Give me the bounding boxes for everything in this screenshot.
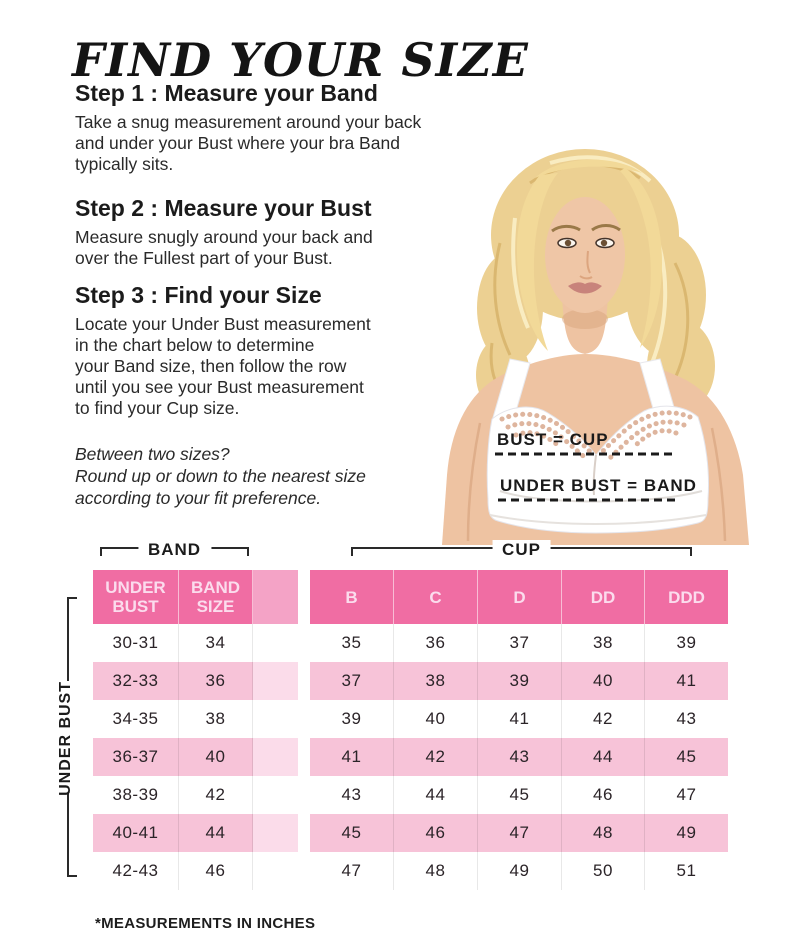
cell-under-bust: 34-35	[93, 700, 179, 738]
paragraph-line: typically sits.	[75, 154, 174, 174]
cell-band-size: 42	[179, 776, 253, 814]
model-illustration	[440, 123, 800, 545]
step2-paragraph	[75, 227, 373, 269]
note-line: Round up or down to the nearest size	[75, 466, 366, 486]
measurements-footnote: *MEASUREMENTS IN INCHES	[95, 915, 316, 932]
cell-band-size: 40	[179, 738, 253, 776]
header-cell-cup-d: D	[478, 570, 562, 624]
cell-gutter	[298, 776, 310, 814]
cell-cup-size: 43	[645, 700, 728, 738]
cell-cup-size: 46	[394, 814, 478, 852]
paragraph-line: in the chart below to determine	[75, 335, 315, 355]
step3-heading: Step 3 : Find your Size	[75, 282, 322, 308]
cell-gutter	[298, 852, 310, 890]
cell-gutter	[298, 700, 310, 738]
cell-cup-size: 42	[562, 700, 645, 738]
band-group-bracket	[100, 540, 249, 559]
cell-cup-size: 44	[394, 776, 478, 814]
header-cell-cup-ddd: DDD	[645, 570, 728, 624]
table-row	[93, 852, 728, 890]
cell-band-size: 34	[179, 624, 253, 662]
underbust-axis-label: UNDER BUST	[57, 681, 74, 796]
cell-cup-size: 43	[478, 738, 562, 776]
cell-under-bust: 36-37	[93, 738, 179, 776]
table-row	[93, 662, 728, 700]
cell-cup-size: 47	[478, 814, 562, 852]
paragraph-line: Measure snugly around your back and	[75, 227, 373, 247]
header-spacer	[253, 570, 298, 624]
cell-cup-size: 40	[394, 700, 478, 738]
note-line: according to your fit preference.	[75, 488, 322, 508]
cell-cup-size: 48	[394, 852, 478, 890]
cell-cup-size: 50	[562, 852, 645, 890]
cell-cup-size: 36	[394, 624, 478, 662]
cup-group-bracket	[351, 540, 692, 559]
bust-cup-label: BUST = CUP	[497, 430, 609, 449]
cell-cup-size: 41	[645, 662, 728, 700]
cell-cup-size: 45	[478, 776, 562, 814]
cell-cup-size: 39	[645, 624, 728, 662]
header-cell-cup-c: C	[394, 570, 478, 624]
band-group-label: BAND	[138, 540, 211, 560]
size-table-body	[93, 624, 728, 890]
cell-cup-size: 46	[562, 776, 645, 814]
header-cell-cup-b: B	[310, 570, 394, 624]
underbust-axis-bracket-top	[67, 597, 77, 681]
cell-spacer	[253, 700, 298, 738]
cell-cup-size: 37	[310, 662, 394, 700]
header-cell-band-size: BAND SIZE	[179, 570, 253, 624]
cell-cup-size: 47	[645, 776, 728, 814]
cell-spacer	[253, 852, 298, 890]
paragraph-line: until you see your Bust measurement	[75, 377, 364, 397]
step2-heading: Step 2 : Measure your Bust	[75, 195, 372, 221]
header-gutter	[298, 570, 310, 624]
cell-band-size: 38	[179, 700, 253, 738]
cell-band-size: 44	[179, 814, 253, 852]
table-row	[93, 814, 728, 852]
cell-under-bust: 38-39	[93, 776, 179, 814]
paragraph-line: your Band size, then follow the row	[75, 356, 347, 376]
cell-cup-size: 41	[310, 738, 394, 776]
cell-spacer	[253, 738, 298, 776]
cell-gutter	[298, 814, 310, 852]
fit-note	[75, 443, 366, 509]
paragraph-line: Locate your Under Bust measurement	[75, 314, 371, 334]
header-cell-under-bust: UNDER BUST	[93, 570, 179, 624]
cell-cup-size: 47	[310, 852, 394, 890]
cell-cup-size: 42	[394, 738, 478, 776]
table-row	[93, 624, 728, 662]
cell-gutter	[298, 624, 310, 662]
step1-paragraph	[75, 112, 421, 175]
header-cell-cup-dd: DD	[562, 570, 645, 624]
cell-cup-size: 35	[310, 624, 394, 662]
paragraph-line: over the Fullest part of your Bust.	[75, 248, 333, 268]
cell-spacer	[253, 624, 298, 662]
cell-cup-size: 43	[310, 776, 394, 814]
paragraph-line: Take a snug measurement around your back	[75, 112, 422, 132]
cell-cup-size: 37	[478, 624, 562, 662]
cell-cup-size: 40	[562, 662, 645, 700]
cell-band-size: 36	[179, 662, 253, 700]
cell-cup-size: 39	[478, 662, 562, 700]
table-row	[93, 700, 728, 738]
note-line: Between two sizes?	[75, 444, 230, 464]
cell-under-bust: 40-41	[93, 814, 179, 852]
cell-cup-size: 44	[562, 738, 645, 776]
cell-cup-size: 49	[478, 852, 562, 890]
paragraph-line: to find your Cup size.	[75, 398, 240, 418]
cell-spacer	[253, 776, 298, 814]
cup-group-label: CUP	[492, 540, 551, 560]
underbust-band-label: UNDER BUST = BAND	[500, 476, 697, 495]
cell-cup-size: 38	[394, 662, 478, 700]
cell-gutter	[298, 738, 310, 776]
table-row	[93, 776, 728, 814]
cell-under-bust: 30-31	[93, 624, 179, 662]
table-row	[93, 738, 728, 776]
cell-spacer	[253, 662, 298, 700]
paragraph-line: and under your Bust where your bra Band	[75, 133, 400, 153]
cell-cup-size: 45	[645, 738, 728, 776]
size-table	[93, 570, 728, 890]
underbust-axis-bracket-bottom	[67, 793, 77, 877]
cell-cup-size: 39	[310, 700, 394, 738]
cell-band-size: 46	[179, 852, 253, 890]
cell-under-bust: 32-33	[93, 662, 179, 700]
cell-under-bust: 42-43	[93, 852, 179, 890]
model-photo	[440, 123, 800, 545]
cell-cup-size: 41	[478, 700, 562, 738]
cell-cup-size: 48	[562, 814, 645, 852]
size-table-header	[93, 570, 728, 624]
cell-gutter	[298, 662, 310, 700]
step3-paragraph	[75, 314, 371, 419]
page-title: FIND YOUR SIZE	[72, 32, 529, 87]
cell-cup-size: 49	[645, 814, 728, 852]
step1-heading: Step 1 : Measure your Band	[75, 80, 378, 106]
cell-cup-size: 38	[562, 624, 645, 662]
cell-cup-size: 45	[310, 814, 394, 852]
cell-cup-size: 51	[645, 852, 728, 890]
cell-spacer	[253, 814, 298, 852]
face	[545, 197, 625, 313]
